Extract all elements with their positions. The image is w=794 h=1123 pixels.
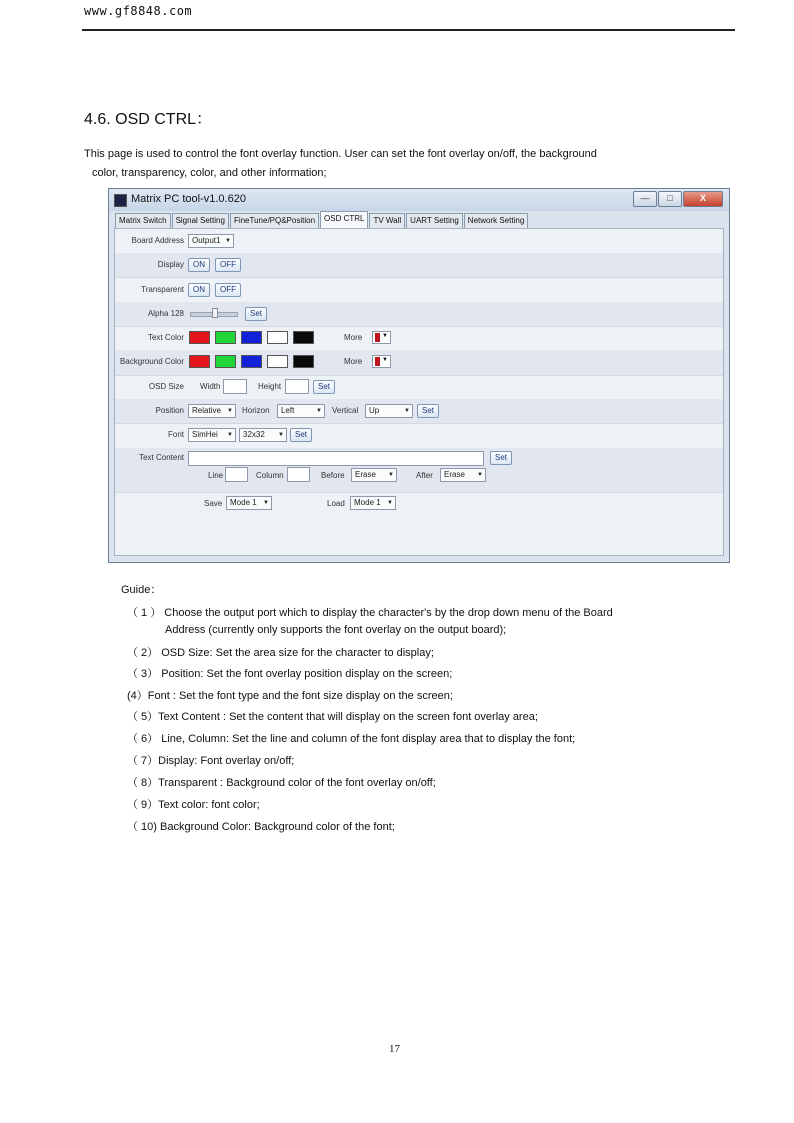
text-content-label: Text Content <box>139 453 184 462</box>
tab-signal-setting[interactable]: Signal Setting <box>172 213 229 228</box>
display-off-button[interactable]: OFF <box>215 258 241 272</box>
text-color-black-swatch[interactable] <box>293 331 314 344</box>
osd-size-label: OSD Size <box>148 382 184 391</box>
after-select[interactable]: Erase ▼ <box>440 468 486 482</box>
page-number: 17 <box>389 1043 400 1055</box>
height-input[interactable] <box>285 379 309 394</box>
row-font <box>115 423 723 449</box>
row-background-color <box>115 350 723 376</box>
column-label: Column <box>256 471 284 480</box>
background-color-label: Background Color <box>119 357 184 366</box>
row-osd-size <box>115 375 723 400</box>
tab-uart-setting[interactable]: UART Setting <box>406 213 463 228</box>
transparent-label: Transparent <box>141 285 184 294</box>
intro-paragraph <box>84 145 694 183</box>
bg-color-more-picker[interactable] <box>372 355 391 368</box>
guide-item-6: （ 6） Line, Column: Set the line and column of the font display area that to display the font; <box>127 733 576 745</box>
window-title: Matrix PC tool-v1.0.620 <box>131 193 246 205</box>
row-transparent <box>115 277 723 303</box>
horizon-label: Horizon <box>242 406 270 415</box>
text-color-swatches <box>189 331 319 344</box>
font-label: Font <box>167 430 184 439</box>
bg-color-black-swatch[interactable] <box>293 355 314 368</box>
position-mode-select[interactable]: Relative ▼ <box>188 404 236 418</box>
after-label: After <box>416 471 433 480</box>
app-icon <box>114 194 127 207</box>
tab-osd-ctrl[interactable]: OSD CTRL <box>320 211 368 228</box>
guide-item-8: （ 8）Transparent : Background color of the font overlay on/off; <box>127 777 436 789</box>
osd-ctrl-panel <box>114 228 724 556</box>
line-label: Line <box>208 471 224 480</box>
text-color-red-swatch[interactable] <box>189 331 210 344</box>
column-input[interactable] <box>287 467 310 482</box>
guide-item-5: （ 5）Text Content : Set the content that will display on the screen font overlay area; <box>127 711 538 723</box>
font-set-button[interactable]: Set <box>290 428 312 442</box>
text-content-input[interactable] <box>188 451 484 466</box>
display-label: Display <box>157 260 184 269</box>
tab-finetune[interactable]: FineTune/PQ&Position <box>230 213 319 228</box>
tab-network-setting[interactable]: Network Setting <box>464 213 528 228</box>
row-display <box>115 253 723 278</box>
text-color-more-picker[interactable] <box>372 331 391 344</box>
row-board-address <box>115 229 723 254</box>
site-header: www.gf8848.com <box>84 4 193 18</box>
text-color-green-swatch[interactable] <box>215 331 236 344</box>
board-address-select[interactable]: Output1 ▼ <box>188 234 234 248</box>
text-color-label: Text Color <box>147 333 184 342</box>
background-color-swatches <box>189 355 319 368</box>
tab-bar <box>115 213 529 228</box>
alpha-slider-thumb[interactable] <box>212 308 218 318</box>
guide-item-7: （ 7）Display: Font overlay on/off; <box>127 755 295 767</box>
height-label: Height <box>258 382 282 391</box>
guide-item-3: （ 3） Position: Set the font overlay position display on the screen; <box>127 668 453 680</box>
guide-item-1-line-2: Address (currently only supports the font overlay on the output board); <box>165 624 507 636</box>
line-input[interactable] <box>225 467 248 482</box>
tab-tv-wall[interactable]: TV Wall <box>369 213 405 228</box>
window-titlebar[interactable] <box>109 189 729 211</box>
width-label: Width <box>200 382 221 391</box>
save-label: Save <box>204 499 223 508</box>
minimize-button[interactable]: — <box>633 191 657 207</box>
font-face-select[interactable]: SimHei ▼ <box>188 428 236 442</box>
bg-color-blue-swatch[interactable] <box>241 355 262 368</box>
row-alpha <box>115 302 723 327</box>
intro-line-2: color, transparency, color, and other information; <box>92 167 327 179</box>
guide-item-4: (4）Font : Set the font type and the font size display on the screen; <box>127 690 453 702</box>
bg-color-more-label: More <box>344 357 363 366</box>
guide-item-1 <box>127 605 710 639</box>
row-text-content <box>115 448 723 493</box>
guide-title: Guide： <box>121 584 162 596</box>
guide-item-9: （ 9）Text color: font color; <box>127 799 260 811</box>
alpha-label: Alpha 128 <box>147 309 184 318</box>
guide-item-10: （ 10) Background Color: Background color of the font; <box>127 821 395 833</box>
alpha-set-button[interactable]: Set <box>245 307 267 321</box>
text-color-blue-swatch[interactable] <box>241 331 262 344</box>
text-content-set-button[interactable]: Set <box>490 451 512 465</box>
close-button[interactable]: X <box>683 191 723 207</box>
chevron-down-icon: ▼ <box>382 333 388 339</box>
display-on-button[interactable]: ON <box>188 258 210 272</box>
section-title: 4.6. OSD CTRL： <box>84 111 213 128</box>
osd-size-set-button[interactable]: Set <box>313 380 335 394</box>
transparent-off-button[interactable]: OFF <box>215 283 241 297</box>
intro-line-1: This page is used to control the font overlay function. User can set the font overlay on/off, the background <box>84 148 597 160</box>
font-size-select[interactable]: 32x32 ▼ <box>239 428 287 442</box>
transparent-on-button[interactable]: ON <box>188 283 210 297</box>
width-input[interactable] <box>223 379 247 394</box>
vertical-label: Vertical <box>332 406 359 415</box>
row-text-color <box>115 326 723 351</box>
tab-matrix-switch[interactable]: Matrix Switch <box>115 213 171 228</box>
load-mode-select[interactable]: Mode 1 ▼ <box>350 496 396 510</box>
row-position <box>115 399 723 424</box>
load-label: Load <box>327 499 345 508</box>
bg-color-green-swatch[interactable] <box>215 355 236 368</box>
before-label: Before <box>321 471 345 480</box>
vertical-select[interactable]: Up ▼ <box>365 404 413 418</box>
guide-item-1-line-1: （ 1 ） Choose the output port which to display the character's by the drop down menu of the Board <box>127 607 613 619</box>
horizon-select[interactable]: Left ▼ <box>277 404 325 418</box>
board-address-label: Board Address <box>131 236 184 245</box>
row-save-load <box>115 492 723 556</box>
save-mode-select[interactable]: Mode 1 ▼ <box>226 496 272 510</box>
maximize-button[interactable]: □ <box>658 191 682 207</box>
text-color-white-swatch[interactable] <box>267 331 288 344</box>
before-select[interactable]: Erase ▼ <box>351 468 397 482</box>
header-rule <box>82 29 735 31</box>
chevron-down-icon: ▼ <box>382 357 388 363</box>
bg-color-red-swatch[interactable] <box>189 355 210 368</box>
bg-color-white-swatch[interactable] <box>267 355 288 368</box>
position-set-button[interactable]: Set <box>417 404 439 418</box>
guide-item-2: （ 2） OSD Size: Set the area size for the character to display; <box>127 647 434 659</box>
text-color-more-label: More <box>344 333 363 342</box>
app-window <box>108 188 730 563</box>
position-label: Position <box>155 406 184 415</box>
